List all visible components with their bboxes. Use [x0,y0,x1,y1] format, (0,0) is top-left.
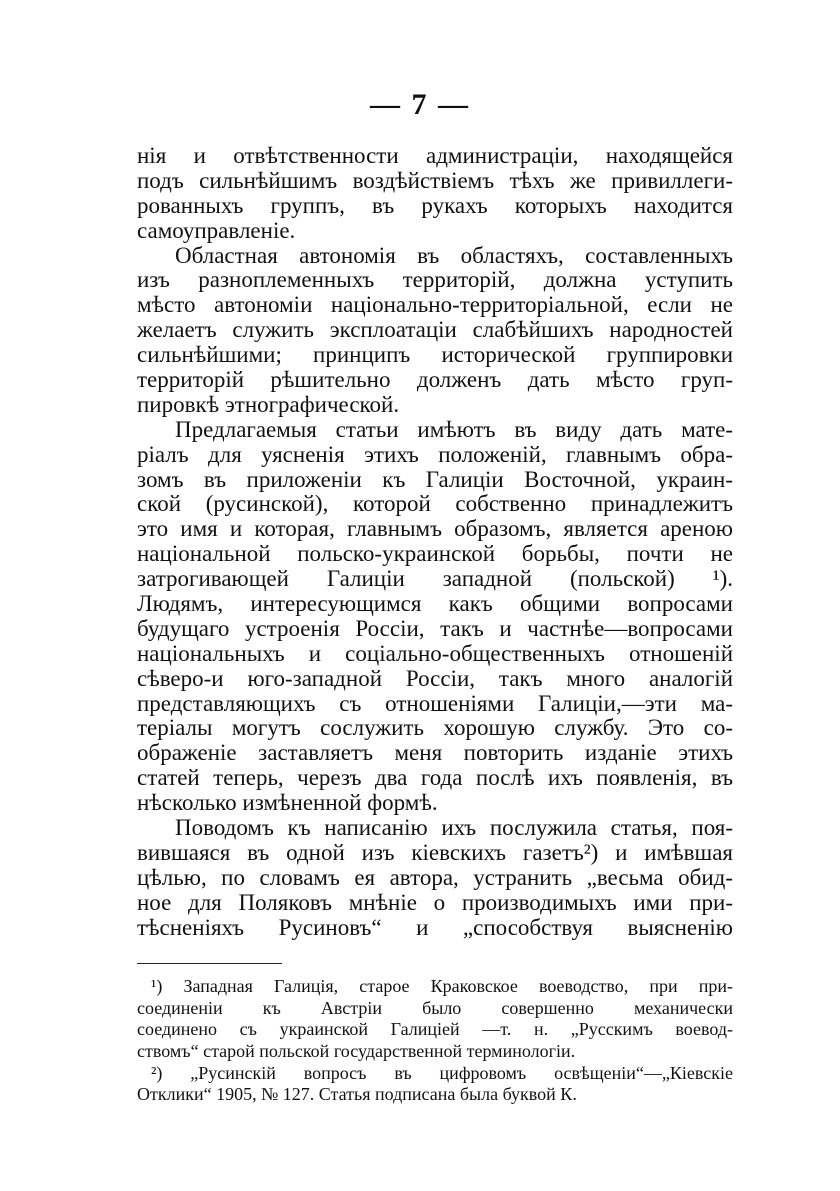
text-line: изъ разноплеменныхъ территорій, должна уступить [137,267,733,293]
text-line: ное для Поляковъ мнѣніе о производимыхъ ими при- [137,889,733,915]
text-line: желаетъ служить эксплоатаціи слабѣйшихъ народностей [137,317,733,343]
page-number: — 7 — [370,88,470,121]
text-line: затрогивающей Галиціи западной (польской) ¹). [137,566,733,592]
text-line: вившаяся въ одной изъ кіевскихъ газетъ²) и имѣвшая [137,839,733,865]
text-line: будущаго устроенія Россіи, такъ и частнѣе—вопросами [137,615,733,641]
text-line: теріалы могутъ сослужить хорошую службу. Это со- [137,715,733,741]
text-line: Предлагаемыя статьи имѣютъ въ виду дать мате- [175,416,733,442]
text-line: нѣсколько измѣненной формѣ. [137,790,438,816]
footnote-line: ствомъ“ старой польской государственной терминологіи. [137,1041,576,1062]
text-line: самоуправленіе. [137,217,296,243]
text-line: цѣлью, по словамъ ея автора, устранить „весьма обид- [137,864,733,890]
text-line: представляющихъ съ отношеніями Галиціи,—эти ма- [137,690,733,716]
footnote-line: ¹) Западная Галиція, старое Краковское воеводство, при при- [151,976,733,996]
footnote-line: соединено съ украинской Галиціей —т. н. „Русскимъ воевод- [137,1019,733,1040]
text-line: національныхъ и соціально-общественныхъ отношеній [137,640,733,666]
text-line: ображеніе заставляетъ меня повторить изданіе этихъ [137,740,733,766]
text-line: статей теперь, черезъ два года послѣ ихъ появленія, въ [137,765,733,791]
footnotes [137,976,733,1106]
text-line: сѣверо-и юго-западной Россіи, такъ много аналогій [137,665,733,691]
body-text [137,144,733,941]
text-line: сильнѣйшими; принципъ исторической группировки [137,342,733,368]
text-line: ской (русинской), которой собственно принадлежитъ [137,491,733,517]
text-line: подъ сильнѣйшимъ воздѣйствіемъ тѣхъ же привиллеги- [137,167,733,193]
footnote-line: ²) „Русинскій вопросъ въ цифровомъ освѣщеніи“—„Кіевскіе [151,1062,733,1083]
text-line: территорій рѣшительно долженъ дать мѣсто груп- [137,367,733,393]
text-line: пировкѣ этнографической. [137,391,400,417]
text-line: рованныхъ группъ, въ рукахъ которыхъ находится [137,192,733,218]
footnote-line: Отклики“ 1905, № 127. Статья подписана была буквой К. [137,1084,577,1105]
text-line: нія и отвѣтственности администраціи, находящейся [137,143,733,168]
text-line: Поводомъ къ написанію ихъ послужила статья, поя- [175,815,733,841]
footnote-line: соединеніи къ Австріи было совершенно механически [137,997,733,1018]
text-line: ріалъ для уясненія этихъ положеній, главнымъ обра- [137,441,733,467]
text-line: мѣсто автономіи національно-территоріальной, если не [137,292,733,318]
text-line: національной польско-украинской борьбы, почти не [137,541,733,567]
text-line: Областная автономія въ областяхъ, составленныхъ [175,242,733,268]
text-line: зомъ въ приложеніи къ Галиціи Восточной, украин- [137,466,733,492]
footnote-separator [137,963,282,964]
text-line: это имя и которая, главнымъ образомъ, является ареною [137,516,733,542]
text-line: тѣсненіяхъ Русиновъ“ и „способствуя выясненію [137,914,733,940]
text-line: Людямъ, интересующимся какъ общими вопросами [137,591,733,617]
